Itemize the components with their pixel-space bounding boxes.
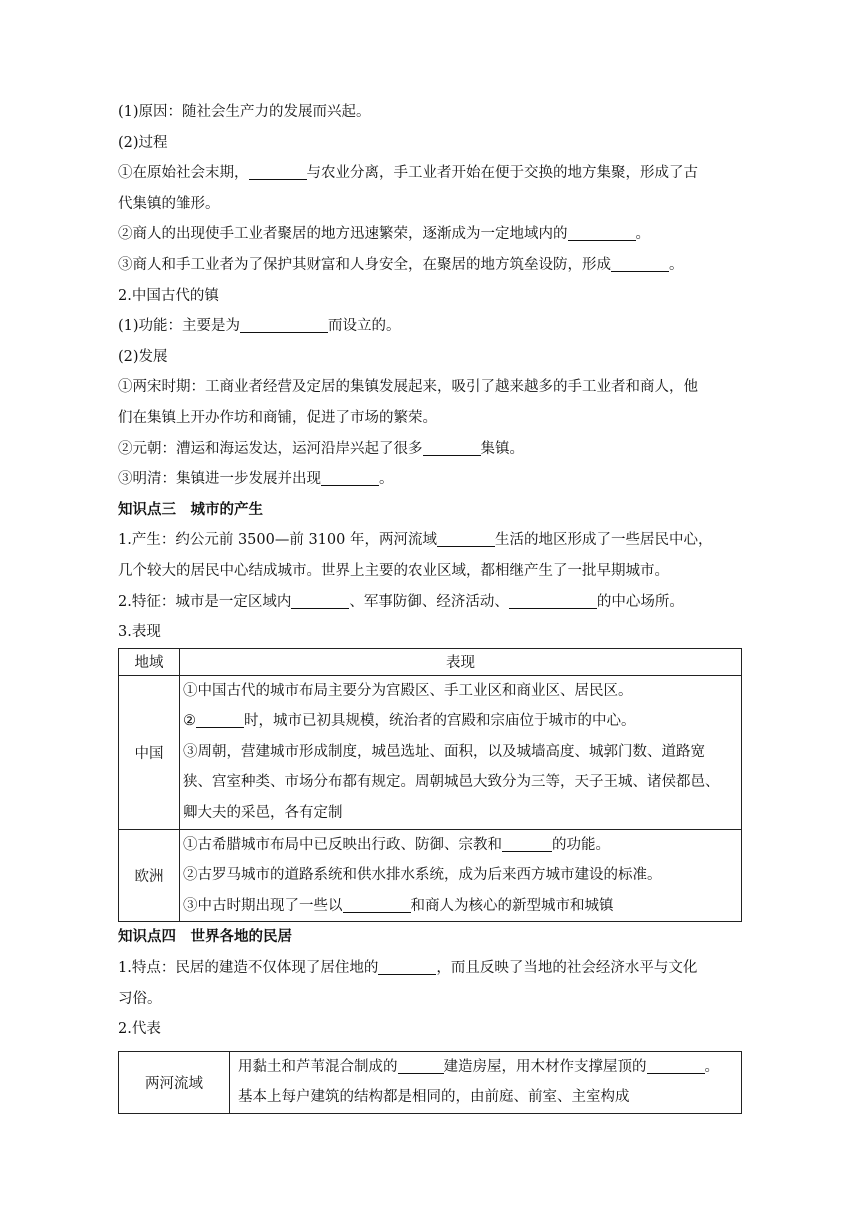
song-line [118, 372, 742, 403]
china-cell [180, 675, 742, 829]
text: 建造房屋，用木材作支撑屋顶的 [443, 1058, 647, 1075]
text: ①两宋时期：工商业者经营及定居的集镇发展起来，吸引了越来越多的手工业者和商人，他 [118, 379, 698, 396]
text: 3.表现 [118, 624, 161, 641]
reason-text: (1)原因：随社会生产力的发展而兴起。 [118, 104, 371, 120]
process-item-1-cont [118, 189, 742, 220]
region-china: 中国 [119, 675, 180, 829]
china-item-1: ①中国古代的城市布局主要分为宫殿区、手工业区和商业区、居民区。 [183, 682, 633, 699]
text: 2.代表 [118, 1021, 161, 1038]
text: (1)功能：主要是为 [118, 318, 241, 335]
text: 的中心场所。 [596, 593, 684, 610]
text: ③商人和手工业者为了保护其财富和人身安全，在聚居的地方筑垒设防，形成 [118, 256, 611, 273]
fill-blank[interactable] [568, 226, 636, 242]
dwelling-feature-cont [118, 984, 742, 1015]
text: 的功能。 [552, 836, 610, 853]
process-item-3 [118, 250, 742, 281]
text: 时，城市已初具规模，统治者的宫殿和宗庙位于城市的中心。 [244, 713, 636, 730]
text: 1.产生：约公元前 3500—前 3100 年，两河流域 [118, 532, 437, 549]
header-region: 地域 [119, 648, 180, 675]
text: 用黏土和芦苇混合制成的 [238, 1058, 398, 1075]
document-page [118, 97, 742, 1114]
process-item-2 [118, 219, 742, 250]
text: 。 [704, 1058, 719, 1075]
text: ②商人的出现使手工业者聚居的地方迅速繁荣，逐渐成为一定地域内的 [118, 226, 568, 243]
fill-blank[interactable] [502, 836, 552, 852]
process-item-1 [118, 158, 742, 189]
fill-blank[interactable] [647, 1058, 705, 1074]
section2-title [118, 281, 742, 312]
fill-blank[interactable] [398, 1058, 444, 1074]
region-mesopotamia: 两河流域 [119, 1051, 230, 1113]
text: 代集镇的雏形。 [118, 195, 220, 212]
text: 。 [669, 256, 684, 273]
manifest-label [118, 617, 742, 648]
europe-item-3 [183, 891, 738, 922]
process-label [118, 128, 742, 159]
text: 知识点四 世界各地的民居 [118, 929, 292, 946]
fill-blank[interactable] [291, 593, 349, 609]
song-line-cont [118, 403, 742, 434]
china-item-3-cont2: 卿大夫的采邑，各有定制 [183, 805, 343, 822]
text: (2)发展 [118, 348, 168, 365]
china-item-3: ③周朝，营建城市形成制度，城邑选址、面积，以及城墙高度、城郭门数、道路宽 [183, 743, 705, 760]
text: ② [183, 713, 196, 730]
china-item-2 [183, 706, 738, 737]
europe-cell [180, 829, 742, 922]
text: 集镇。 [480, 440, 524, 457]
text: 和商人为核心的新型城市和城镇 [410, 897, 614, 914]
text: ，而且反映了当地的社会经济水平与文化 [436, 960, 698, 977]
mesopotamia-line-1 [238, 1052, 738, 1083]
fill-blank[interactable] [321, 471, 379, 487]
origin-line-cont [118, 556, 742, 587]
text: ②元朝：漕运和海运发达，运河沿岸兴起了很多 [118, 440, 423, 457]
representative-label [118, 1014, 742, 1045]
development-label [118, 342, 742, 373]
text: 2.特征：城市是一定区域内 [118, 593, 292, 610]
fill-blank[interactable] [611, 256, 669, 272]
fill-blank[interactable] [423, 440, 481, 456]
text: 生活的地区形成了一些居民中心， [494, 532, 713, 549]
feature-line [118, 587, 742, 618]
yuan-line [118, 434, 742, 465]
text: ③中古时期出现了一些以 [183, 897, 343, 914]
section3-heading [118, 495, 742, 526]
text: ③明清：集镇进一步发展并出现 [118, 471, 321, 488]
europe-item-1 [183, 830, 738, 861]
table-row [119, 1051, 742, 1113]
text: 。 [635, 226, 650, 243]
section4-heading [118, 922, 742, 953]
text: ①古希腊城市布局中已反映出行政、防御、宗教和 [183, 836, 502, 853]
fill-blank[interactable] [378, 960, 436, 976]
ming-line [118, 464, 742, 495]
text: 习俗。 [118, 990, 162, 1007]
europe-item-2: ②古罗马城市的道路系统和供水排水系统，成为后来西方城市建设的标准。 [183, 867, 662, 884]
mesopotamia-line-2: 基本上每户建筑的结构都是相同的，由前庭、前室、主室构成 [238, 1089, 630, 1106]
table-header-row [119, 648, 742, 675]
table-row [119, 829, 742, 922]
text: 、军事防御、经济活动、 [349, 593, 509, 610]
china-item-3-cont: 狭、宫室种类、市场分布都有规定。周朝城邑大致分为三等，天子王城、诸侯都邑、 [183, 774, 720, 791]
text: 2.中国古代的镇 [118, 287, 219, 304]
text: 们在集镇上开办作坊和商铺，促进了市场的繁荣。 [118, 409, 437, 426]
dwelling-table [118, 1051, 742, 1114]
function-line [118, 311, 742, 342]
fill-blank[interactable] [509, 593, 597, 609]
text: 几个较大的居民中心结成城市。世界上主要的农业区域，都相继产生了一批早期城市。 [118, 562, 669, 579]
city-manifest-table [118, 648, 742, 923]
fill-blank[interactable] [249, 165, 307, 181]
text: ①在原始社会末期， [118, 165, 249, 182]
fill-blank[interactable] [240, 318, 328, 334]
process-label-text: (2)过程 [118, 134, 168, 151]
header-manifest: 表现 [180, 648, 742, 675]
text: 1.特点：民居的建造不仅体现了居住地的 [118, 960, 379, 977]
text: 与农业分离，手工业者开始在便于交换的地方集聚，形成了古 [306, 165, 698, 182]
reason-line [118, 97, 742, 128]
mesopotamia-cell [230, 1051, 742, 1113]
text: 而设立的。 [328, 318, 401, 335]
fill-blank[interactable] [196, 713, 244, 729]
dwelling-feature-line [118, 953, 742, 984]
fill-blank[interactable] [343, 897, 411, 913]
region-europe: 欧洲 [119, 829, 180, 922]
text: 。 [379, 471, 394, 488]
origin-line [118, 525, 742, 556]
text: 知识点三 城市的产生 [118, 501, 263, 518]
table-row [119, 675, 742, 829]
fill-blank[interactable] [437, 532, 495, 548]
